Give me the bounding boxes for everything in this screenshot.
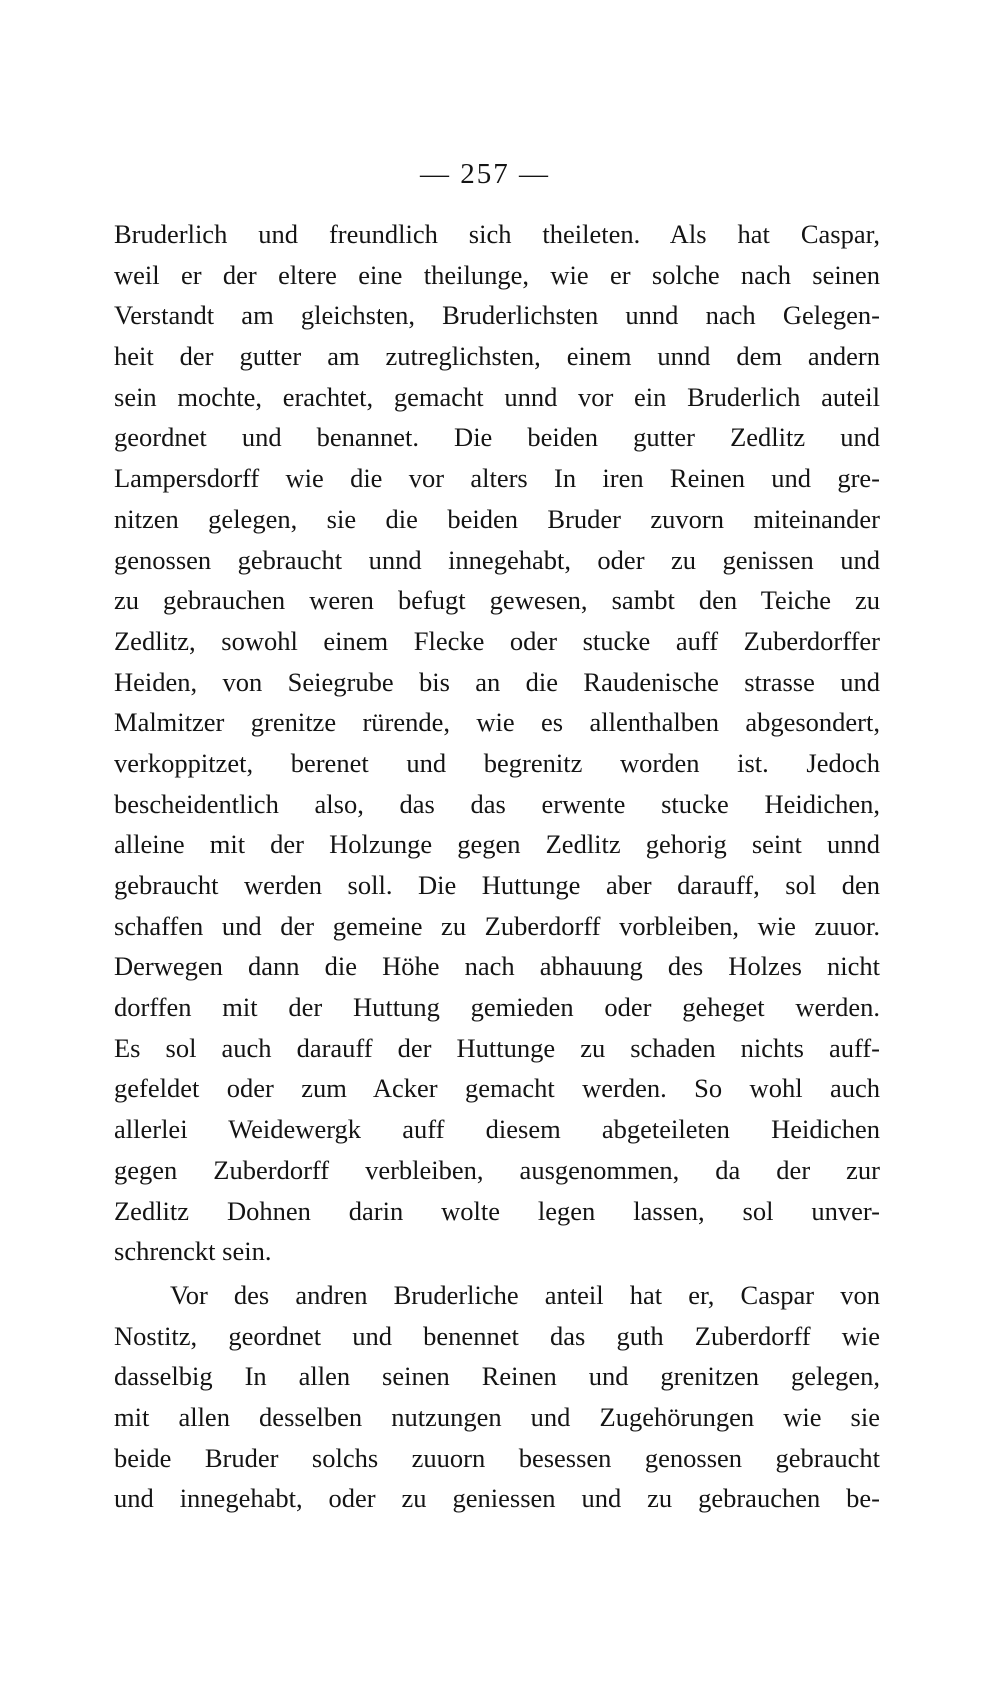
text-line: Heiden, von Seiegrube bis an die Raudenische strasse und [114,666,880,697]
text-line: heit der gutter am zutreglichsten, einem unnd dem andern [114,341,880,372]
paragraph-2 [114,1275,880,1519]
text-line: gegen Zuberdorff verbleiben, ausgenommen, da der zur [114,1154,880,1185]
text-line: dasselbig In allen seinen Reinen und grenitzen gelegen, [114,1361,880,1392]
text-line: geordnet und benannet. Die beiden gutter Zedlitz und [114,422,880,453]
text-line: weil er der eltere eine theilunge, wie er solche nach seinen [114,259,880,290]
text-line: Derwegen dann die Höhe nach abhauung des Holzes nicht [114,951,880,982]
text-line: Nostitz, geordnet und benennet das guth Zuberdorff wie [114,1320,880,1351]
text-line: Bruderlich und freundlich sich theileten. Als hat Caspar, [114,219,880,249]
text-line: Vor des andren Bruderliche anteil hat er, Caspar von [170,1279,880,1310]
paragraph-1 [114,214,880,1272]
text-line: Zedlitz, sowohl einem Flecke oder stucke auff Zuberdorffer [114,625,880,656]
text-line: und innegehabt, oder zu geniessen und zu gebrauchen be- [114,1483,880,1514]
text-line: Lampersdorff wie die vor alters In iren Reinen und gre- [114,463,880,494]
text-line: allerlei Weidewergk auff diesem abgeteileten Heidichen [114,1114,880,1145]
text-line: mit allen desselben nutzungen und Zugehörungen wie sie [114,1401,880,1432]
text-line: schaffen und der gemeine zu Zuberdorff vorbleiben, wie zuuor. [114,910,880,941]
text-line: bescheidentlich also, das das erwente stucke Heidichen, [114,788,880,819]
text-line: schrenckt sein. [114,1236,272,1267]
body-text [114,214,880,1519]
text-line: nitzen gelegen, sie die beiden Bruder zuvorn miteinander [114,503,880,534]
text-line: gebraucht werden soll. Die Huttunge aber darauff, sol den [114,870,880,900]
text-line: Verstandt am gleichsten, Bruderlichsten unnd nach Gelegen- [114,300,880,331]
text-line: genossen gebraucht unnd innegehabt, oder zu genissen und [114,544,880,575]
text-line: Malmitzer grenitze rürende, wie es allenthalben abgesondert, [114,707,880,738]
text-line: verkoppitzet, berenet und begrenitz worden ist. Jedoch [114,747,880,778]
text-line: Es sol auch darauff der Huttunge zu schaden nichts auff- [114,1032,880,1063]
text-line: zu gebrauchen weren befugt gewesen, sambt den Teiche zu [114,585,880,616]
text-line: sein mochte, erachtet, gemacht unnd vor ein Bruderlich auteil [114,381,880,412]
text-line: dorffen mit der Huttung gemieden oder geheget werden. [114,992,880,1023]
text-line: Zedlitz Dohnen darin wolte legen lassen, sol unver- [114,1195,880,1226]
text-line: gefeldet oder zum Acker gemacht werden. So wohl auch [114,1073,880,1104]
text-line: beide Bruder solchs zuuorn besessen genossen gebraucht [114,1442,880,1473]
text-line: alleine mit der Holzunge gegen Zedlitz gehorig seint unnd [114,829,880,860]
page-number: — 257 — [420,158,550,190]
